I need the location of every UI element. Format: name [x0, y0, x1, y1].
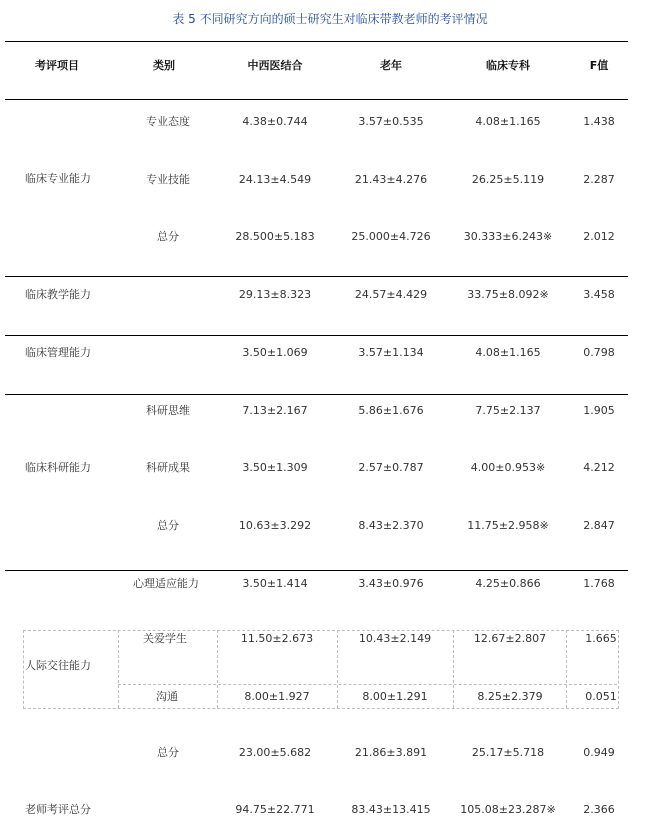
- row-value-geriatric: 25.000±4.726: [351, 230, 431, 243]
- row-value-specialty: 8.25±2.379: [477, 690, 543, 703]
- row-value-geriatric: 2.57±0.787: [358, 461, 424, 474]
- row-value-geriatric: 8.43±2.370: [358, 519, 424, 532]
- section-interpersonal: 人际交往能力: [25, 659, 91, 672]
- row-value-specialty: 12.67±2.807: [473, 632, 547, 645]
- section-clinical-teaching: 临床教学能力: [25, 288, 91, 301]
- row-category: 专业技能: [146, 173, 190, 186]
- row-f-value: 1.665: [585, 632, 617, 645]
- section-teacher-total: 老师考评总分: [25, 803, 91, 816]
- row-value-specialty: 4.08±1.165: [475, 115, 541, 128]
- row-value-geriatric: 8.00±1.291: [362, 690, 428, 703]
- row-value-geriatric: 83.43±13.415: [351, 803, 431, 816]
- row-value-geriatric: 21.43±4.276: [354, 173, 428, 186]
- row-value-integrated: 94.75±22.771: [235, 803, 315, 816]
- row-value-specialty: 105.08±23.287※: [460, 803, 556, 816]
- row-value-specialty: 4.25±0.866: [475, 577, 541, 590]
- header-category: 类别: [153, 59, 175, 72]
- header-f-value: F值: [589, 59, 609, 72]
- subtable-col-divider: [337, 630, 338, 708]
- row-f-value: 3.458: [583, 288, 615, 301]
- row-value-specialty: 4.00±0.953※: [470, 461, 546, 474]
- row-value-geriatric: 3.57±1.134: [358, 346, 424, 359]
- section-rule: [5, 570, 628, 571]
- row-value-integrated: 11.50±2.673: [240, 632, 314, 645]
- row-category: 关爱学生: [143, 632, 187, 645]
- subtable-row-divider: [118, 684, 617, 685]
- row-f-value: 0.949: [583, 746, 615, 759]
- row-value-integrated: 3.50±1.309: [242, 461, 308, 474]
- row-category: 沟通: [156, 690, 178, 703]
- row-value-integrated: 4.38±0.744: [242, 115, 308, 128]
- row-category: 总分: [157, 230, 179, 243]
- row-value-integrated: 24.13±4.549: [238, 173, 312, 186]
- row-value-integrated: 3.50±1.414: [242, 577, 308, 590]
- section-clinical-research: 临床科研能力: [25, 461, 91, 474]
- section-rule: [5, 335, 628, 336]
- header-integrated: 中西医结合: [247, 59, 303, 72]
- row-f-value: 2.287: [583, 173, 615, 186]
- subtable-col-divider: [217, 630, 218, 708]
- row-value-geriatric: 24.57±4.429: [354, 288, 428, 301]
- row-value-geriatric: 3.43±0.976: [358, 577, 424, 590]
- row-f-value: 2.012: [583, 230, 615, 243]
- row-category: 心理适应能力: [133, 577, 199, 590]
- row-f-value: 0.798: [583, 346, 615, 359]
- row-f-value: 1.768: [583, 577, 615, 590]
- row-category: 专业态度: [146, 115, 190, 128]
- row-value-geriatric: 21.86±3.891: [354, 746, 428, 759]
- header-bottom-rule: [5, 99, 628, 100]
- section-clinical-management: 临床管理能力: [25, 346, 91, 359]
- row-value-geriatric: 3.57±0.535: [358, 115, 424, 128]
- row-f-value: 1.438: [583, 115, 615, 128]
- row-value-specialty: 11.75±2.958※: [467, 519, 549, 532]
- table-top-rule: [5, 41, 628, 42]
- section-clinical-professional: 临床专业能力: [25, 172, 91, 185]
- row-value-specialty: 25.17±5.718: [471, 746, 545, 759]
- row-value-specialty: 30.333±6.243※: [463, 230, 553, 243]
- section-rule: [5, 276, 628, 277]
- row-f-value: 4.212: [583, 461, 615, 474]
- row-value-integrated: 8.00±1.927: [244, 690, 310, 703]
- row-value-specialty: 7.75±2.137: [475, 404, 541, 417]
- row-value-integrated: 28.500±5.183: [235, 230, 315, 243]
- row-value-integrated: 23.00±5.682: [238, 746, 312, 759]
- row-f-value: 2.366: [583, 803, 615, 816]
- row-value-specialty: 4.08±1.165: [475, 346, 541, 359]
- row-f-value: 0.051: [585, 690, 617, 703]
- row-value-specialty: 33.75±8.092※: [467, 288, 549, 301]
- subtable-col-divider: [118, 630, 119, 708]
- row-category: 科研成果: [146, 461, 190, 474]
- header-geriatric: 老年: [380, 59, 402, 72]
- table-title: 表 5 不同研究方向的硕士研究生对临床带教老师的考评情况: [172, 12, 488, 26]
- row-value-integrated: 7.13±2.167: [242, 404, 308, 417]
- subtable-col-divider: [453, 630, 454, 708]
- header-item: 考评项目: [35, 59, 79, 72]
- row-value-integrated: 29.13±8.323: [238, 288, 312, 301]
- row-value-geriatric: 10.43±2.149: [358, 632, 432, 645]
- row-category: 总分: [157, 746, 179, 759]
- row-value-integrated: 10.63±3.292: [238, 519, 312, 532]
- row-f-value: 2.847: [583, 519, 615, 532]
- subtable-col-divider: [566, 630, 567, 708]
- row-category: 科研思维: [146, 404, 190, 417]
- header-specialty: 临床专科: [486, 59, 530, 72]
- row-value-geriatric: 5.86±1.676: [358, 404, 424, 417]
- row-value-specialty: 26.25±5.119: [471, 173, 545, 186]
- row-f-value: 1.905: [583, 404, 615, 417]
- row-value-integrated: 3.50±1.069: [242, 346, 308, 359]
- row-category: 总分: [157, 519, 179, 532]
- section-rule: [5, 394, 628, 395]
